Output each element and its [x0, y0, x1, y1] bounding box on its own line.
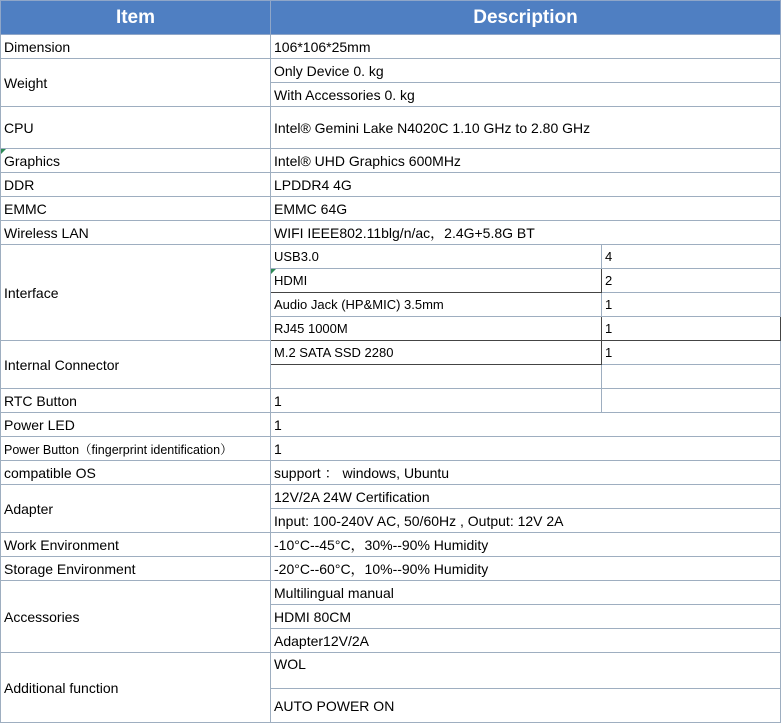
table-row	[1, 197, 781, 221]
power-led-label: Power LED	[1, 413, 271, 437]
interface-item-qty: 1	[602, 293, 781, 317]
table-row	[1, 221, 781, 245]
table-row	[1, 557, 781, 581]
table-row	[1, 173, 781, 197]
description-header: Description	[271, 1, 781, 35]
interface-item-name: RJ45 1000M	[271, 317, 602, 341]
graphics-label: Graphics	[1, 149, 271, 173]
empty-cell	[602, 365, 781, 389]
accessories-manual: Multilingual manual	[271, 581, 781, 605]
interface-label: Interface	[1, 245, 271, 341]
ddr-label: DDR	[1, 173, 271, 197]
table-row	[1, 149, 781, 173]
wireless-label: Wireless LAN	[1, 221, 271, 245]
empty-cell	[602, 389, 781, 413]
rtc-value: 1	[271, 389, 602, 413]
item-header: Item	[1, 1, 271, 35]
os-value: support ： windows, Ubuntu	[271, 461, 781, 485]
work-env-value: -10°C--45°C，30%--90% Humidity	[271, 533, 781, 557]
work-env-label: Work Environment	[1, 533, 271, 557]
wireless-value: WIFI IEEE802.11blg/n/ac，2.4G+5.8G BT	[271, 221, 781, 245]
additional-wol: WOL	[271, 653, 781, 689]
emmc-label: EMMC	[1, 197, 271, 221]
cpu-value: Intel® Gemini Lake N4020C 1.10 GHz to 2.80 GHz	[271, 107, 781, 149]
ddr-value: LPDDR4 4G	[271, 173, 781, 197]
empty-cell	[271, 365, 602, 389]
interface-item-name: HDMI	[271, 269, 602, 293]
adapter-label: Adapter	[1, 485, 271, 533]
power-button-value: 1	[271, 437, 781, 461]
table-row	[1, 437, 781, 461]
table-row	[1, 389, 781, 413]
interface-item-name: Audio Jack (HP&MIC) 3.5mm	[271, 293, 602, 317]
accessories-adapter: Adapter12V/2A	[271, 629, 781, 653]
graphics-value: Intel® UHD Graphics 600MHz	[271, 149, 781, 173]
header-row	[1, 1, 781, 35]
table-row	[1, 245, 781, 269]
rtc-label: RTC Button	[1, 389, 271, 413]
additional-function-label: Additional function	[1, 653, 271, 723]
storage-env-label: Storage Environment	[1, 557, 271, 581]
table-row	[1, 35, 781, 59]
os-label: compatible OS	[1, 461, 271, 485]
storage-env-value: -20°C--60°C，10%--90% Humidity	[271, 557, 781, 581]
table-row	[1, 653, 781, 689]
weight-device-value: Only Device 0. kg	[271, 59, 781, 83]
interface-item-qty: 1	[602, 317, 781, 341]
additional-auto-power: AUTO POWER ON	[271, 689, 781, 723]
adapter-cert-value: 12V/2A 24W Certification	[271, 485, 781, 509]
table-row	[1, 461, 781, 485]
table-row	[1, 341, 781, 365]
accessories-hdmi: HDMI 80CM	[271, 605, 781, 629]
internal-connector-label: Internal Connector	[1, 341, 271, 389]
table-row	[1, 533, 781, 557]
internal-connector-name: M.2 SATA SSD 2280	[271, 341, 602, 365]
table-row	[1, 485, 781, 509]
weight-accessories-value: With Accessories 0. kg	[271, 83, 781, 107]
accessories-label: Accessories	[1, 581, 271, 653]
dimension-value: 106*106*25mm	[271, 35, 781, 59]
table-row	[1, 59, 781, 83]
emmc-value: EMMC 64G	[271, 197, 781, 221]
power-led-value: 1	[271, 413, 781, 437]
dimension-label: Dimension	[1, 35, 271, 59]
internal-connector-qty: 1	[602, 341, 781, 365]
table-row	[1, 581, 781, 605]
interface-item-name: USB3.0	[271, 245, 602, 269]
interface-item-qty: 4	[602, 245, 781, 269]
power-button-label: Power Button（fingerprint identification）	[1, 437, 271, 461]
weight-label: Weight	[1, 59, 271, 107]
cpu-label: CPU	[1, 107, 271, 149]
adapter-io-value: Input: 100-240V AC, 50/60Hz , Output: 12V 2A	[271, 509, 781, 533]
table-row	[1, 413, 781, 437]
interface-item-qty: 2	[602, 269, 781, 293]
table-row	[1, 107, 781, 149]
